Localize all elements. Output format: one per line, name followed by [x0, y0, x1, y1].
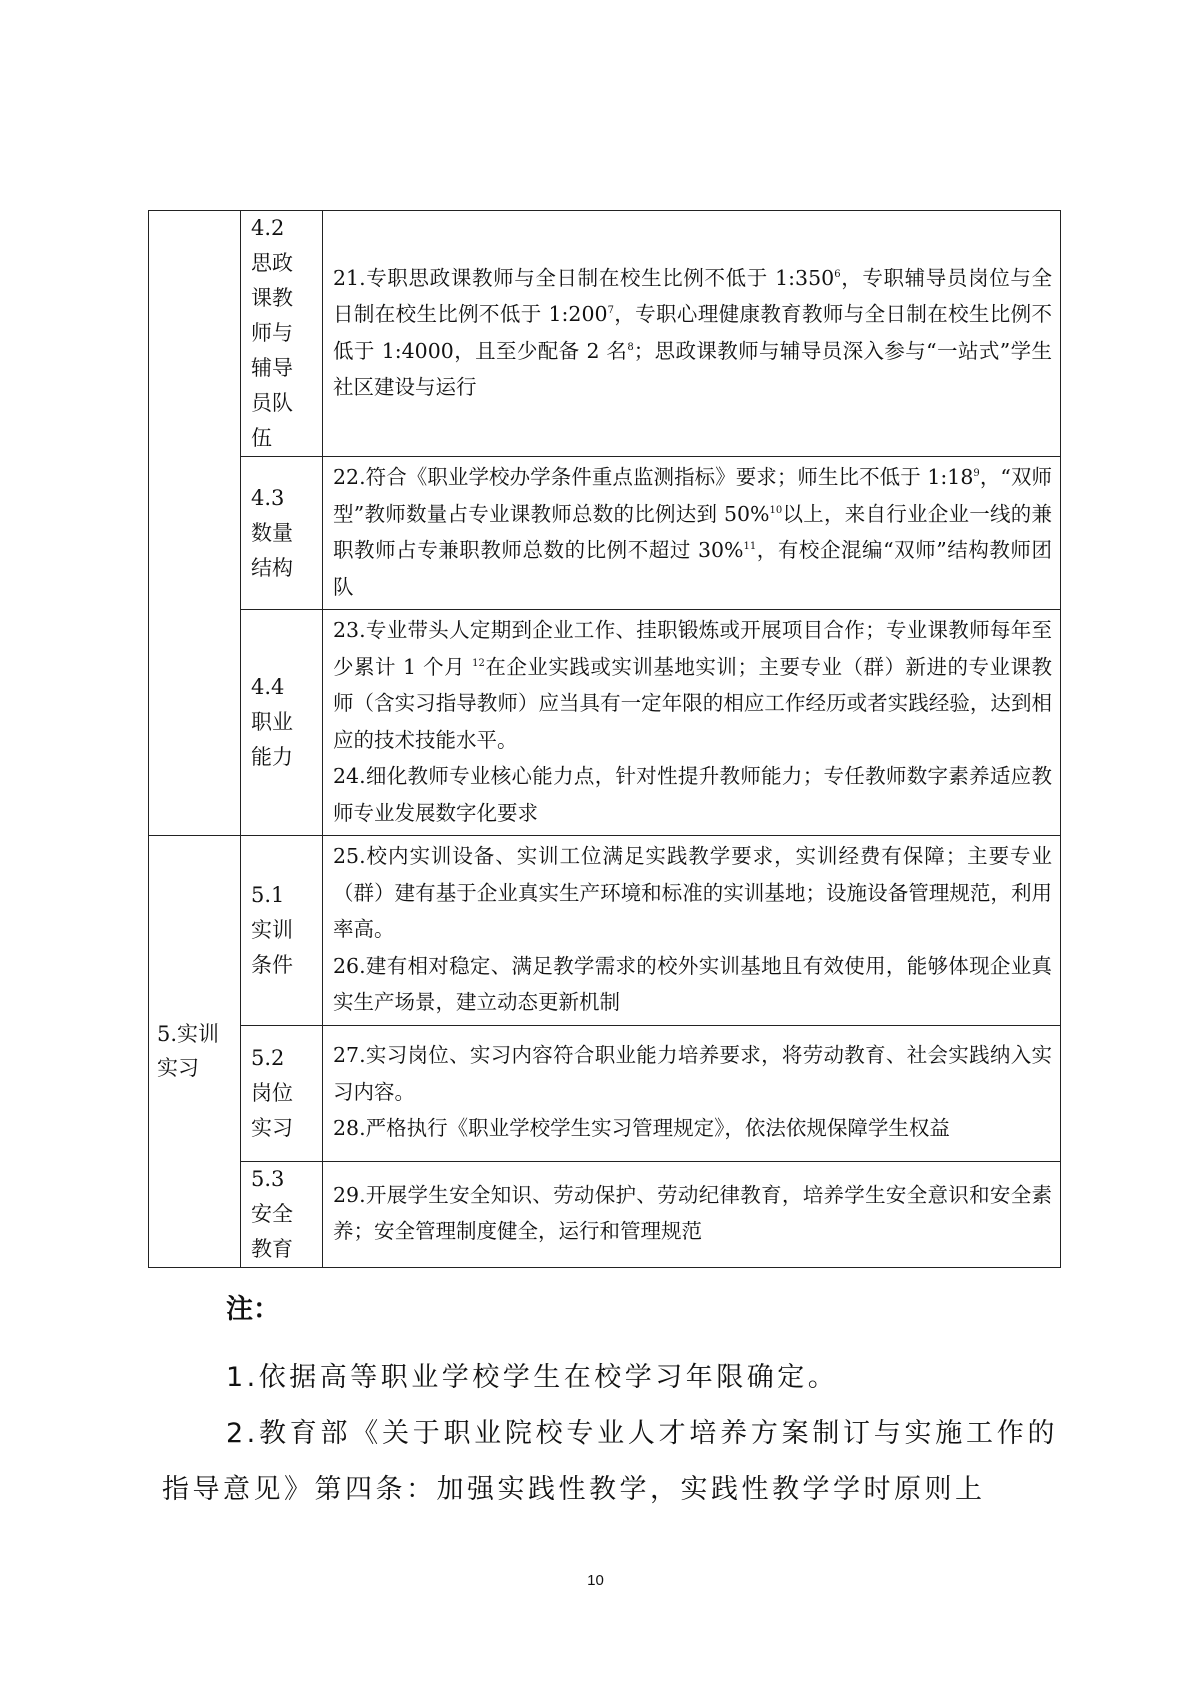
category-line: 实习 [157, 1056, 199, 1081]
subcategory-cell [241, 610, 323, 836]
notes-title: 注： [226, 1294, 280, 1325]
category-cell-5 [149, 836, 241, 1268]
subcategory-line: 5.2 [251, 1045, 285, 1070]
notes-section [162, 1290, 1058, 1518]
subcategory-line: 4.4 [251, 675, 285, 699]
subcategory-line: 安全 [251, 1201, 293, 1226]
subcategory-line: 师与 [251, 321, 293, 345]
table-row [149, 1025, 1061, 1161]
table-row [149, 836, 1061, 1026]
category-line: 5.实训 [157, 1022, 220, 1047]
subcategory-cell [241, 836, 323, 1026]
table-row [149, 457, 1061, 610]
note-item: 1.依据高等职业学校学生在校学习年限确定。 [226, 1362, 839, 1393]
item-28: 28.严格执行《职业学校学生实习管理规定》，依法依规保障学生权益 [333, 1116, 950, 1141]
item-22: 22.符合《职业学校办学条件重点监测指标》要求；师生比不低于 $1:18^9$，“双师型”教师数量占专业课教师总数的比例达到 50%$^{10}$以上，来自行业企业一线的兼职教师占专兼职教师总数的比例不超过 30%$^{11}$，有校企混编“双师”结构教师团队 [333, 465, 1053, 599]
subcategory-cell [241, 457, 323, 610]
content-cell [323, 1161, 1061, 1267]
subcategory-line: 4.2 [251, 216, 285, 240]
table-row [149, 610, 1061, 836]
subcategory-line: 5.1 [251, 882, 285, 907]
item-24: 24.细化教师专业核心能力点，针对性提升教师能力；专任教师数字素养适应教师专业发展数字化要求 [333, 764, 1052, 825]
table-row [149, 1161, 1061, 1267]
subcategory-line: 数量 [251, 520, 293, 545]
subcategory-cell [241, 1161, 323, 1267]
subcategory-line: 实习 [251, 1115, 293, 1140]
subcategory-line: 思政 [251, 251, 293, 275]
table-row [149, 211, 1061, 457]
item-21: 21.专职思政课教师与全日制在校生比例不低于 $1:350^6$，专职辅导员岗位与全日制在校生比例不低于 $1:200^7$，专职心理健康教育教师与全日制在校生比例不低于 1:4000，且至少配备 2 名$^8$；思政课教师与辅导员深入参与“一站式”学生社区建设与运行 [333, 265, 1053, 399]
subcategory-line: 课教 [251, 286, 293, 310]
content-cell [323, 1025, 1061, 1161]
subcategory-line: 能力 [251, 745, 293, 769]
category-cell-4 [149, 211, 241, 836]
content-cell [323, 457, 1061, 610]
item-26: 26.建有相对稳定、满足教学需求的校外实训基地且有效使用，能够体现企业真实生产场景，建立动态更新机制 [333, 953, 1052, 1014]
subcategory-line: 辅导 [251, 356, 293, 380]
subcategory-line: 伍 [251, 426, 272, 450]
item-25: 25.校内实训设备、实训工位满足实践教学要求，实训经费有保障；主要专业（群）建有基于企业真实生产环境和标准的实训基地；设施设备管理规范，利用率高。 [333, 844, 1052, 941]
item-27: 27.实习岗位、实习内容符合职业能力培养要求，将劳动教育、社会实践纳入实习内容。 [333, 1043, 1052, 1104]
subcategory-line: 岗位 [251, 1080, 293, 1105]
subcategory-line: 5.3 [251, 1166, 285, 1191]
item-29: 29.开展学生安全知识、劳动保护、劳动纪律教育，培养学生安全意识和安全素养；安全管理制度健全，运行和管理规范 [333, 1182, 1052, 1243]
page-number: 10 [587, 1572, 604, 1589]
subcategory-line: 职业 [251, 710, 293, 734]
subcategory-cell [241, 1025, 323, 1161]
item-23: 23.专业带头人定期到企业工作、挂职锻炼或开展项目合作；专业课教师每年至少累计 1 个月 $^{12}$在企业实践或实训基地实训；主要专业（群）新进的专业课教师（含实习指导教师）应当具有一定年限的相应工作经历或者实践经验，达到相应的技术技能水平。 [333, 618, 1053, 752]
standards-table [148, 210, 1061, 1268]
subcategory-line: 员队 [251, 391, 293, 415]
content-cell [323, 610, 1061, 836]
content-cell [323, 836, 1061, 1026]
subcategory-line: 条件 [251, 952, 293, 977]
subcategory-line: 实训 [251, 917, 293, 942]
standards-table-wrapper [148, 210, 1060, 1268]
note-item: 2.教育部《关于职业院校专业人才培养方案制订与实施工作的指导意见》第四条：加强实践性教学，实践性教学学时原则上 [162, 1418, 1058, 1505]
subcategory-cell [241, 211, 323, 457]
content-cell [323, 211, 1061, 457]
subcategory-line: 结构 [251, 555, 293, 580]
subcategory-line: 4.3 [251, 485, 285, 510]
subcategory-line: 教育 [251, 1236, 293, 1261]
